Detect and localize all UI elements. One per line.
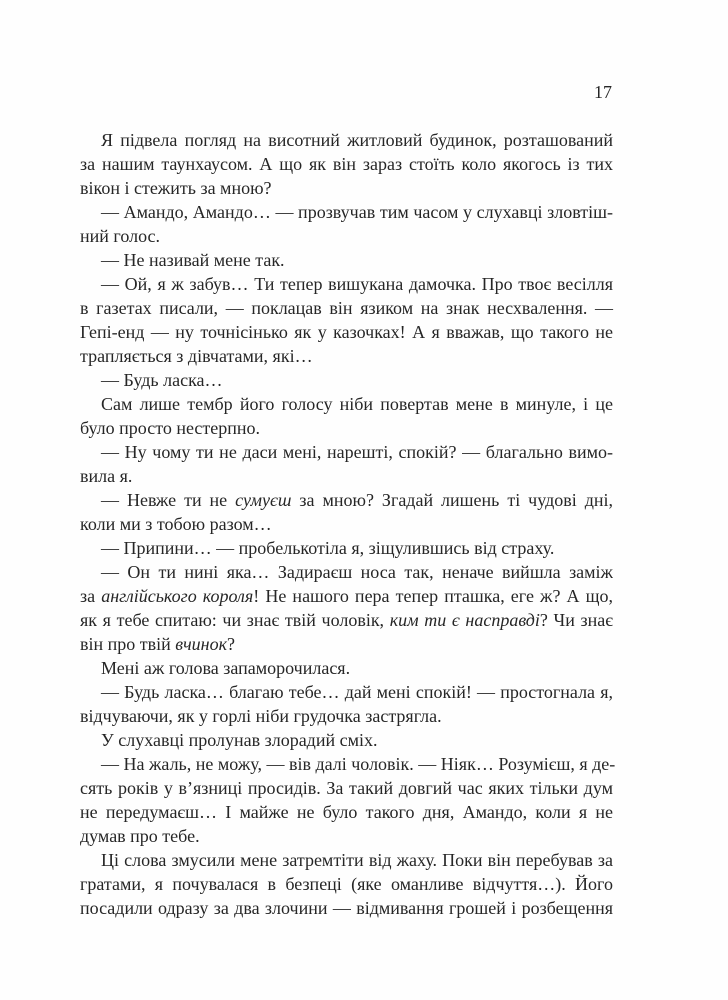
- italic-text: ким ти є насправді: [389, 610, 540, 630]
- text-line: [80, 200, 613, 224]
- page-number: 17: [594, 82, 612, 102]
- text-line: [80, 416, 613, 440]
- text-line: [80, 464, 613, 488]
- text-segment: Гепі-енд — ну точнісінько як у казочках! А я вважав, що такого не: [80, 322, 613, 342]
- text-segment: — Будь ласка…: [101, 370, 223, 390]
- text-segment: — Невже ти не: [101, 490, 236, 510]
- text-segment: ! Не нашого пера тепер пташка, еге ж? А що,: [253, 586, 613, 606]
- text-segment: — Амандо, Амандо… — прозвучав тим часом у слухавці зловтіш-: [101, 202, 613, 222]
- body-text: [80, 128, 616, 920]
- text-segment: вікон і стежить за мною?: [80, 178, 272, 198]
- text-segment: Сам лише тембр його голосу ніби повертав мене в минуле, і це: [101, 394, 613, 414]
- text-line: [80, 488, 613, 512]
- text-segment: — Будь ласка… благаю тебе… дай мені спокій! — простогнала я,: [101, 682, 613, 702]
- text-line: [80, 536, 613, 560]
- paragraph: [80, 488, 613, 536]
- italic-text: вчинок: [175, 634, 228, 654]
- text-segment: посадили одразу за два злочини — відмивання грошей і розбещення: [80, 898, 613, 918]
- text-line: [80, 608, 613, 632]
- text-line: [80, 800, 613, 824]
- text-line: [80, 560, 613, 584]
- text-line: [80, 824, 613, 848]
- text-segment: вила я.: [80, 466, 133, 486]
- text-line: [80, 392, 613, 416]
- text-line: [80, 776, 613, 800]
- text-line: [80, 272, 613, 296]
- text-line: [80, 872, 613, 896]
- paragraph: [80, 536, 613, 560]
- text-line: [80, 248, 613, 272]
- paragraph: [80, 128, 613, 200]
- text-segment: трапляється з дівчатами, які…: [80, 346, 313, 366]
- text-segment: Ці слова змусили мене затремтіти від жаху. Поки він перебував за: [101, 850, 613, 870]
- text-segment: — Ну чому ти не даси мені, нарешті, спокій? — благально вимо-: [101, 442, 613, 462]
- text-segment: — Припини… — пробелькотіла я, зіщулившись від страху.: [101, 538, 555, 558]
- text-segment: — Ой, я ж забув… Ти тепер вишукана дамочка. Про твоє весілля: [101, 274, 613, 294]
- italic-text: сумуєш: [235, 490, 292, 510]
- text-line: [80, 704, 613, 728]
- text-segment: — На жаль, не можу, — вів далі чоловік. — Ніяк… Розумієш, я де-: [101, 754, 616, 774]
- text-segment: за нашим таунхаусом. А що як він зараз стоїть коло якогось із тих: [80, 154, 613, 174]
- text-segment: як я тебе спитаю: чи знає твій чоловік,: [80, 610, 390, 630]
- text-line: [80, 320, 613, 344]
- text-segment: не передумаєш… І майже не було такого дня, Амандо, коли я не: [80, 802, 613, 822]
- text-line: [80, 440, 613, 464]
- paragraph: [80, 200, 613, 248]
- paragraph: [80, 392, 613, 440]
- text-segment: думав про тебе.: [80, 826, 200, 846]
- text-line: [80, 152, 613, 176]
- text-segment: відчуваючи, як у горлі ніби грудочка застрягла.: [80, 706, 442, 726]
- text-segment: коли ми з тобою разом…: [80, 514, 272, 534]
- text-segment: було просто нестерпно.: [80, 418, 261, 438]
- text-line: [80, 896, 613, 920]
- text-segment: ? Чи знає: [539, 610, 613, 630]
- text-segment: — Не називай мене так.: [101, 250, 285, 270]
- text-segment: за: [80, 586, 102, 606]
- text-segment: ?: [227, 634, 236, 654]
- paragraph: [80, 728, 613, 752]
- text-line: [80, 680, 613, 704]
- text-segment: гратами, я почувалася в безпеці (яке оманливе відчуття…). Його: [80, 874, 613, 894]
- text-line: [80, 344, 613, 368]
- text-line: [80, 632, 613, 656]
- text-line: [80, 128, 613, 152]
- text-line: [80, 752, 616, 776]
- text-line: [80, 728, 613, 752]
- text-segment: сять років у в’язниці просидів. За такий довгий час яких тільки дум: [80, 778, 613, 798]
- paragraph: [80, 368, 613, 392]
- text-segment: У слухавці пролунав злорадий сміх.: [101, 730, 378, 750]
- paragraph: [80, 248, 613, 272]
- italic-text: англійського короля: [101, 586, 254, 606]
- paragraph: [80, 848, 613, 920]
- paragraph: [80, 272, 613, 368]
- text-line: [80, 368, 613, 392]
- paragraph: [80, 560, 613, 656]
- text-segment: Я підвела погляд на висотний житловий будинок, розташований: [101, 130, 613, 150]
- text-line: [80, 296, 613, 320]
- text-line: [80, 224, 613, 248]
- paragraph: [80, 440, 613, 488]
- text-line: [80, 656, 613, 680]
- text-segment: ний голос.: [80, 226, 161, 246]
- text-line: [80, 176, 613, 200]
- text-line: [80, 848, 613, 872]
- paragraph: [80, 680, 613, 728]
- text-line: [80, 512, 613, 536]
- text-segment: — Он ти нині яка… Задираєш носа так, неначе вийшла заміж: [101, 562, 613, 582]
- text-line: [80, 584, 613, 608]
- text-segment: за мною? Згадай лишень ті чудові дні,: [291, 490, 613, 510]
- text-segment: він про твій: [80, 634, 176, 654]
- paragraph: [80, 752, 616, 848]
- text-segment: Мені аж голова запаморочилася.: [101, 658, 351, 678]
- text-segment: в газетах писали, — поклацав він язиком на знак несхвалення. —: [80, 298, 613, 318]
- paragraph: [80, 656, 613, 680]
